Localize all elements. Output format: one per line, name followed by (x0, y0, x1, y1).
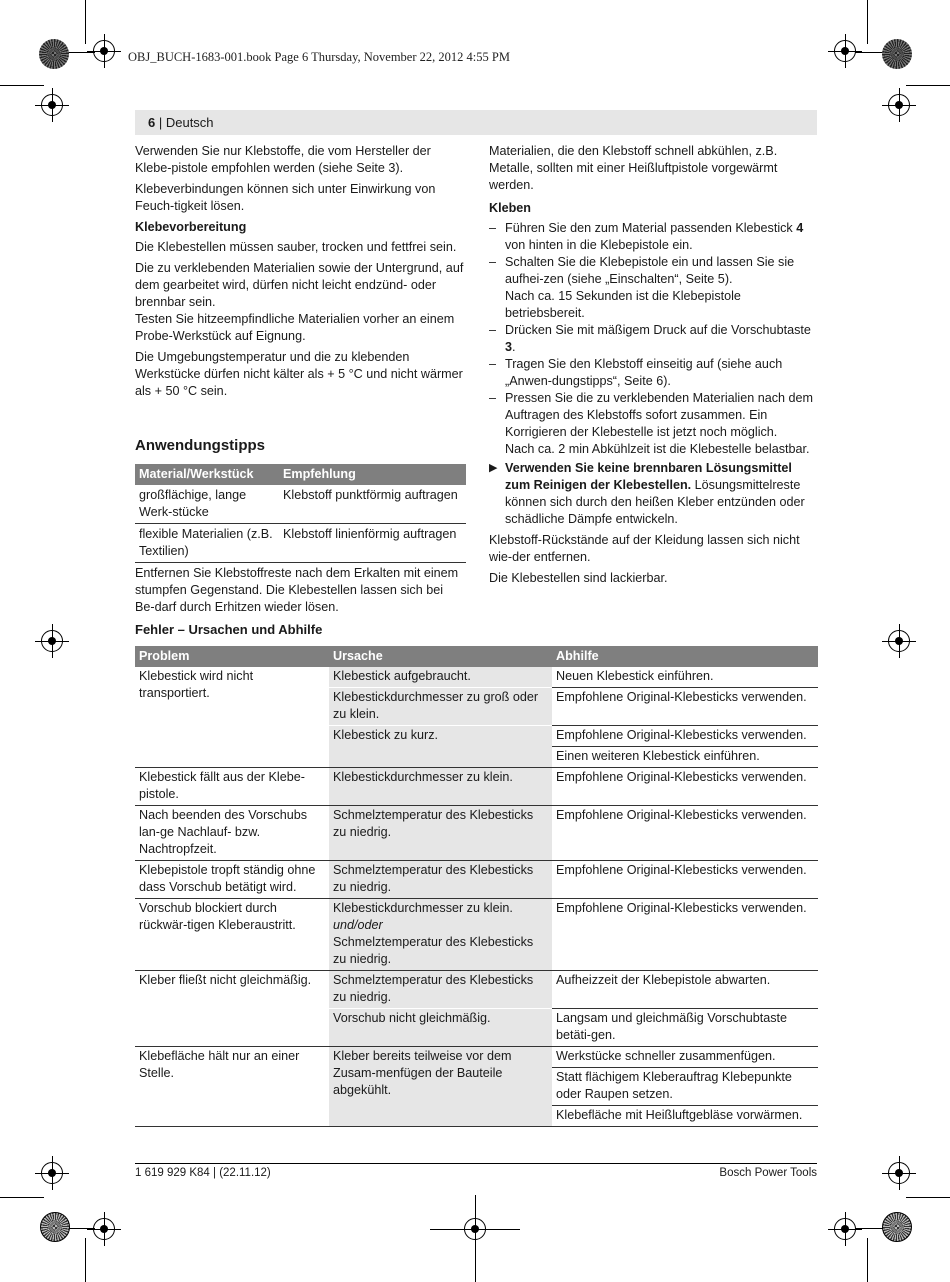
right-column-middle (489, 460, 818, 591)
remedy-cell: Einen weiteren Klebestick einführen. (552, 747, 818, 768)
remedy-cell: Empfohlene Original-Klebesticks verwenden. (552, 726, 818, 747)
list-item: – Drücken Sie mit mäßigem Druck auf die Vorschubtaste 3. (489, 323, 811, 354)
registration-mark-icon (41, 94, 63, 116)
left-column-top (135, 143, 466, 404)
registration-mark-icon (888, 94, 910, 116)
list-item: – Pressen Sie die zu verklebenden Materialien nach dem Auftragen des Klebstoffs sofort zusammen. Ein Korrigieren der Klebestelle ist jetzt noch möglich. Nach ca. 2 min Abkühlzeit ist die Klebestelle belastbar. (489, 391, 814, 456)
section-heading-klebevorbereitung: Klebevorbereitung (135, 220, 247, 234)
problem-cell: Kleber fließt nicht gleichmäßig. (135, 971, 329, 1047)
cause-cell: Schmelztemperatur des Klebesticks zu niedrig. (329, 861, 552, 899)
table-row (135, 861, 818, 899)
color-registration-icon (882, 1212, 912, 1242)
section-heading-fehler: Fehler – Ursachen und Abhilfe (135, 622, 323, 637)
color-registration-icon (39, 39, 69, 69)
cause-cell: Klebestickdurchmesser zu groß oder zu klein. (329, 688, 552, 726)
page-number: 6 (148, 115, 156, 130)
table-row (135, 485, 466, 524)
cause-cell: Kleber bereits teilweise vor dem Zusam-menfügen der Bauteile abgekühlt. (329, 1047, 552, 1127)
footer-doc-number: 1 619 929 K84 | (22.11.12) (135, 1167, 271, 1179)
header-language: Deutsch (165, 115, 214, 130)
remedy-cell: Empfohlene Original-Klebesticks verwenden. (552, 806, 818, 861)
list-item: – Schalten Sie die Klebepistole ein und lassen Sie sie aufhei-zen (siehe „Einschalten“, Seite 5). Nach ca. 15 Sekunden ist die Klebepistole betriebsbereit. (489, 255, 795, 320)
header-separator: | (155, 115, 166, 130)
cause-cell: Vorschub nicht gleichmäßig. (329, 1009, 552, 1047)
list-item: – Führen Sie den zum Material passenden Klebestick 4 von hinten in die Klebepistole ein. (489, 221, 804, 252)
problem-cell: Nach beenden des Vorschubs lan-ge Nachlauf- bzw. Nachtropfzeit. (135, 806, 329, 861)
cause-cell: Schmelztemperatur des Klebesticks zu niedrig. (329, 971, 552, 1009)
table-header: Material/Werkstück (135, 464, 279, 485)
cause-line: Schmelztemperatur des Klebesticks zu niedrig. (333, 935, 534, 966)
footer-brand: Bosch Power Tools (719, 1167, 817, 1179)
warning-text: Lösungsmittelreste können sich durch den heißen Kleber entzünden oder schädliche Dämpfe entwickeln. (505, 478, 805, 526)
remedy-cell: Empfohlene Original-Klebesticks verwenden. (552, 861, 818, 899)
section-heading-kleben: Kleben (489, 201, 531, 215)
warning-bold: Verwenden Sie keine brennbaren Lösungsmittel zum Reinigen der Klebestellen. (505, 461, 792, 492)
registration-mark-icon (834, 40, 856, 62)
list-item: – Tragen Sie den Klebstoff einseitig auf (siehe auch „Anwen-dungstipps“, Seite 6). (489, 357, 783, 388)
cause-connector: und/oder (333, 918, 383, 932)
registration-mark-icon (834, 1218, 856, 1240)
table-cell: großflächige, lange Werk-stücke (135, 485, 279, 524)
remedy-cell: Werkstücke schneller zusammenfügen. (552, 1047, 818, 1068)
anwendungstipps-table (135, 464, 466, 563)
section-heading-anwendungstipps: Anwendungstipps (135, 437, 265, 454)
arrow-bullet-icon: ▶ (489, 462, 498, 474)
remedy-cell: Aufheizzeit der Klebepistole abwarten. (552, 971, 818, 1009)
paragraph: Testen Sie hitzeempfindliche Materialien vorher an einem Probe-Werkstück auf Eignung. (135, 312, 455, 343)
problem-cell: Klebestick wird nicht transportiert. (135, 667, 329, 768)
paragraph: Klebeverbindungen können sich unter Einwirkung von Feuch-tigkeit lösen. (135, 182, 436, 213)
cause-line: Klebestickdurchmesser zu klein. (333, 901, 513, 915)
table-row (135, 1047, 818, 1068)
registration-mark-icon (888, 1162, 910, 1184)
table-header: Abhilfe (552, 646, 818, 667)
print-slug: OBJ_BUCH-1683-001.book Page 6 Thursday, November 22, 2012 4:55 PM (128, 50, 510, 64)
cause-cell: Klebestickdurchmesser zu klein. (329, 768, 552, 806)
registration-mark-icon (41, 630, 63, 652)
right-column-top (489, 143, 818, 458)
cause-cell: Schmelztemperatur des Klebesticks zu niedrig. (329, 806, 552, 861)
table-row (135, 806, 818, 861)
color-registration-icon (882, 39, 912, 69)
table-header: Problem (135, 646, 329, 667)
table-row (135, 524, 466, 563)
problem-cell: Klebefläche hält nur an einer Stelle. (135, 1047, 329, 1127)
table-header: Ursache (329, 646, 552, 667)
troubleshooting-table (135, 646, 818, 1127)
remedy-cell: Statt flächigem Kleberauftrag Klebepunkte oder Raupen setzen. (552, 1068, 818, 1106)
remedy-cell: Empfohlene Original-Klebesticks verwenden. (552, 768, 818, 806)
kleben-steps-list (489, 220, 818, 458)
problem-cell: Klebepistole tropft ständig ohne dass Vorschub betätigt wird. (135, 861, 329, 899)
remedy-cell: Neuen Klebestick einführen. (552, 667, 818, 688)
registration-mark-icon (41, 1162, 63, 1184)
cause-cell: Klebestick aufgebraucht. (329, 667, 552, 688)
paragraph: Verwenden Sie nur Klebstoffe, die vom Hersteller der Klebe-pistole empfohlen werden (siehe Seite 3). (135, 144, 431, 175)
problem-cell: Klebestick fällt aus der Klebe-pistole. (135, 768, 329, 806)
problem-cell: Vorschub blockiert durch rückwär-tigen Kleberaustritt. (135, 899, 329, 971)
remedy-cell: Empfohlene Original-Klebesticks verwenden. (552, 688, 818, 726)
paragraph: Die Klebestellen müssen sauber, trocken und fettfrei sein. (135, 240, 457, 254)
table-header: Empfehlung (279, 464, 466, 485)
table-cell: Klebstoff punktförmig auftragen (279, 485, 466, 524)
warning-item (489, 460, 818, 528)
table-row (135, 768, 818, 806)
table-cell: flexible Materialien (z.B. Textilien) (135, 524, 279, 563)
paragraph: Klebstoff-Rückstände auf der Kleidung lassen sich nicht wie-der entfernen. (489, 533, 800, 564)
table-row (135, 667, 818, 688)
paragraph: Die zu verklebenden Materialien sowie der Untergrund, auf dem gearbeitet wird, dürfen nicht leicht endzünd- oder brennbar sein. (135, 261, 464, 309)
remedy-cell: Langsam und gleichmäßig Vorschubtaste betäti-gen. (552, 1009, 818, 1047)
table-row (135, 971, 818, 1009)
footer-rule (135, 1163, 817, 1164)
paragraph: Die Umgebungstemperatur und die zu klebenden Werkstücke dürfen nicht kälter als + 5 °C und nicht wärmer als + 50 °C sein. (135, 350, 463, 398)
anwendungstipps-note: Entfernen Sie Klebstoffreste nach dem Erkalten mit einem stumpfen Gegenstand. Die Klebestellen lassen sich bei Be-darf durch Erhitzen wieder lösen. (135, 566, 459, 614)
cause-cell (329, 899, 552, 971)
table-cell: Klebstoff linienförmig auftragen (279, 524, 466, 563)
paragraph: Materialien, die den Klebstoff schnell abkühlen, z.B. Metalle, sollten mit einer Heißluftpistole vorgewärmt werden. (489, 144, 778, 192)
table-row (135, 899, 818, 971)
registration-mark-icon (888, 630, 910, 652)
cause-cell: Klebestick zu kurz. (329, 726, 552, 768)
remedy-cell: Empfohlene Original-Klebesticks verwenden. (552, 899, 818, 971)
registration-mark-icon (93, 40, 115, 62)
color-registration-icon (40, 1212, 70, 1242)
page-header (135, 110, 817, 135)
registration-mark-icon (93, 1218, 115, 1240)
paragraph: Die Klebestellen sind lackierbar. (489, 571, 668, 585)
remedy-cell: Klebefläche mit Heißluftgebläse vorwärmen. (552, 1106, 818, 1127)
